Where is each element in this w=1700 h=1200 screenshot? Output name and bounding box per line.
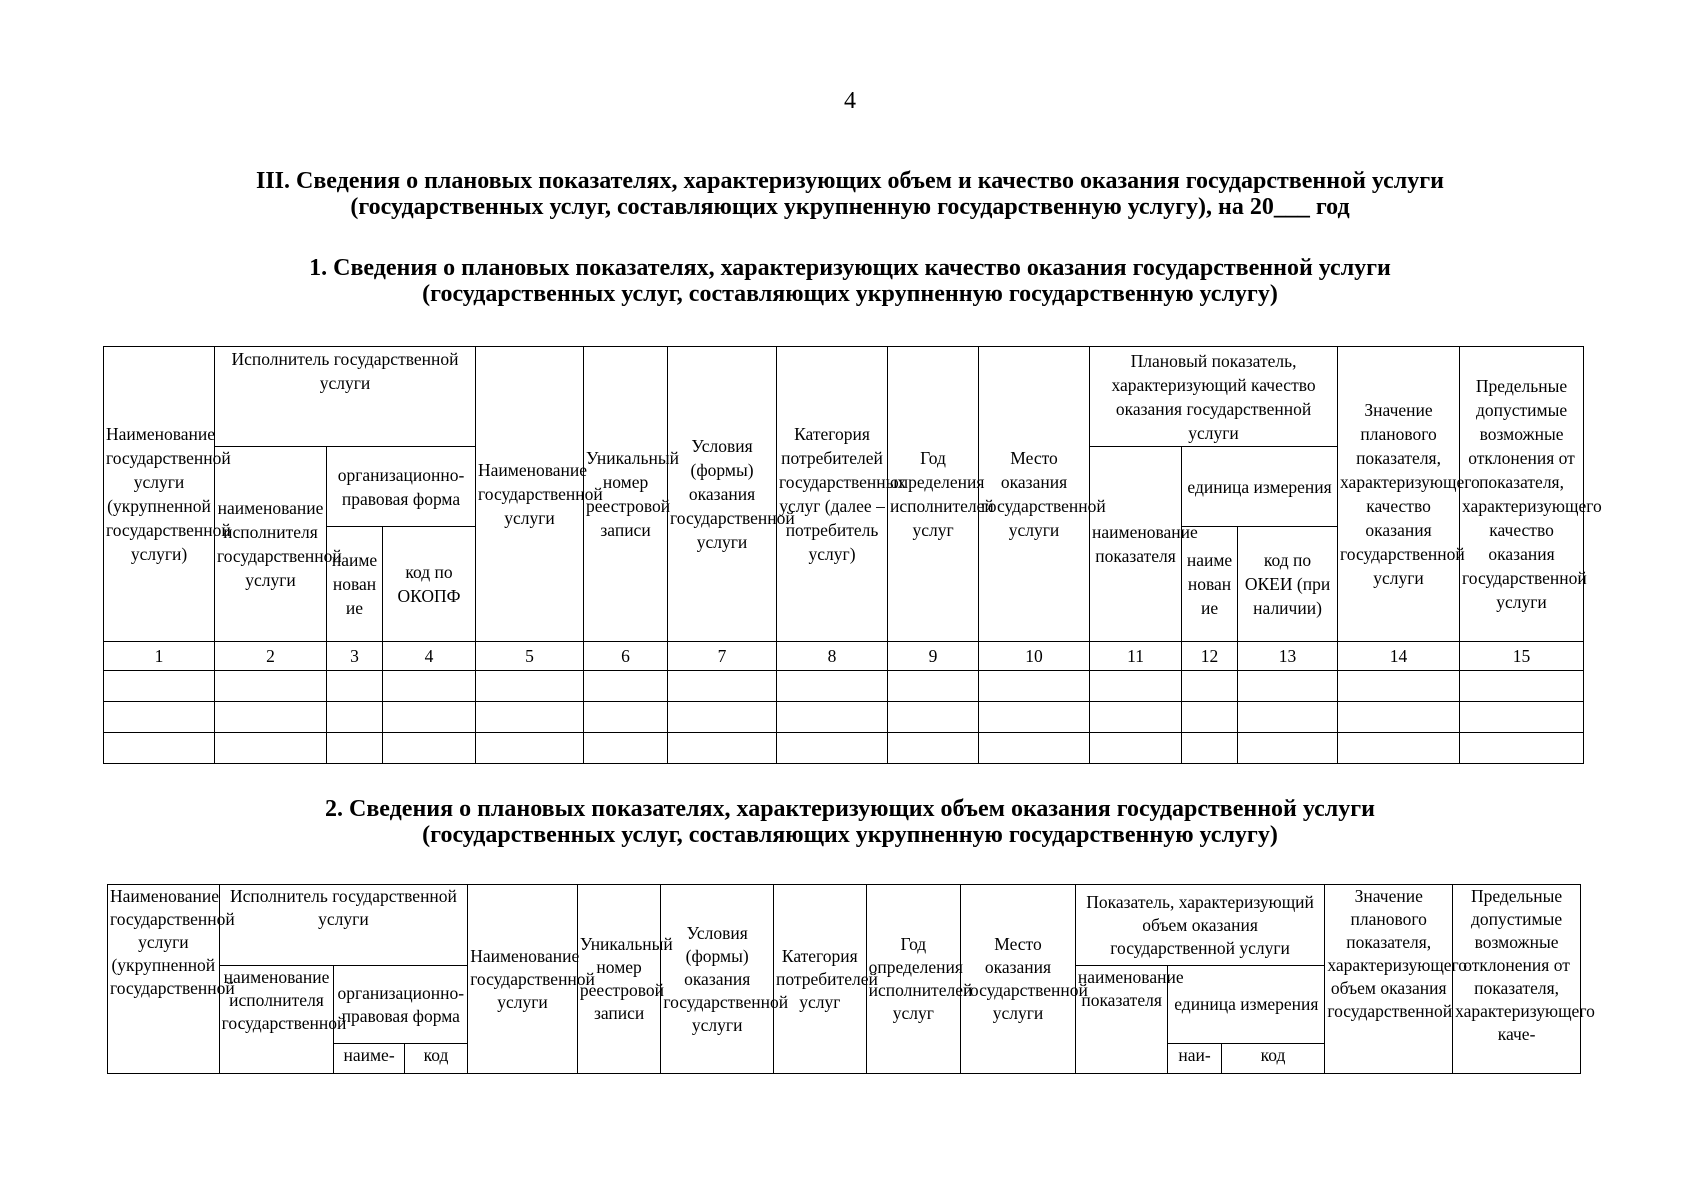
t1-header-service-name-group: Наименование государственной услуги (укрупненной государственной услуги)	[104, 347, 215, 642]
table-cell	[1238, 733, 1338, 764]
column-number: 5	[476, 642, 584, 671]
table-cell	[668, 671, 777, 702]
column-number: 2	[215, 642, 327, 671]
table-cell	[1460, 671, 1584, 702]
t2-header-place: Место оказания государственной услуги	[961, 885, 1076, 1074]
column-number: 1	[104, 642, 215, 671]
table-cell	[1090, 671, 1182, 702]
t1-header-conditions: Условия (формы) оказания государственной услуги	[668, 347, 777, 642]
column-number: 11	[1090, 642, 1182, 671]
table-cell	[1338, 702, 1460, 733]
table-cell	[584, 733, 668, 764]
table-cell	[888, 702, 979, 733]
t2-header-org-form-code: код	[404, 1044, 467, 1074]
t2-header-unit: единица измерения	[1168, 966, 1325, 1044]
table-cell	[327, 702, 383, 733]
table-cell	[668, 733, 777, 764]
t1-header-org-form-code: код по ОКОПФ	[383, 527, 476, 642]
table-cell	[1182, 671, 1238, 702]
table-cell	[327, 733, 383, 764]
table-cell	[979, 702, 1090, 733]
quality-indicators-table	[103, 346, 1602, 764]
t1-column-numbers-row	[104, 642, 1584, 671]
table-cell	[1182, 733, 1238, 764]
table-row	[104, 733, 1584, 764]
t2-header-org-form: организационно-правовая форма	[334, 966, 468, 1044]
table-cell	[584, 671, 668, 702]
table-cell	[104, 702, 215, 733]
t2-header-indicator-name: наименование показателя	[1075, 966, 1168, 1074]
t1-header-unit: единица измерения	[1182, 447, 1338, 527]
column-number: 13	[1238, 642, 1338, 671]
t2-header-deviation: Предельные допустимые возможные отклонения от показателя, характеризующего каче-	[1453, 885, 1581, 1074]
t2-header-executor: Исполнитель государственной услуги	[219, 885, 468, 966]
table-cell	[777, 702, 888, 733]
column-number: 15	[1460, 642, 1584, 671]
column-number: 12	[1182, 642, 1238, 671]
t2-header-unit-name: наи-	[1168, 1044, 1221, 1074]
table-cell	[476, 702, 584, 733]
column-number: 14	[1338, 642, 1460, 671]
t1-header-indicator-name: наименование показателя	[1090, 447, 1182, 642]
t1-header-indicator-group: Плановый показатель, характеризующий качество оказания государственной услуги	[1090, 347, 1338, 447]
table-cell	[979, 733, 1090, 764]
column-number: 7	[668, 642, 777, 671]
t2-header-executor-name: наименование исполнителя государственной	[219, 966, 334, 1074]
t1-header-org-form: организационно-правовая форма	[327, 447, 476, 527]
section1-heading	[0, 255, 1700, 307]
column-number: 8	[777, 642, 888, 671]
t1-header-deviation: Предельные допустимые возможные отклонения от показателя, характеризующего качество оказания государственной услуги	[1460, 347, 1584, 642]
t1-header-executor-name: наименование исполнителя государственной услуги	[215, 447, 327, 642]
table-cell	[1338, 733, 1460, 764]
t2-header-service-name-group: Наименование государственной услуги (укрупненной государственной	[108, 885, 220, 1074]
table-cell	[1238, 671, 1338, 702]
column-number: 6	[584, 642, 668, 671]
volume-indicators-table	[107, 884, 1595, 1074]
t2-header-service-name: Наименование государственной услуги	[468, 885, 578, 1074]
table-cell	[104, 671, 215, 702]
column-number: 9	[888, 642, 979, 671]
table-row	[104, 671, 1584, 702]
t1-header-year: Год определения исполнителей услуг	[888, 347, 979, 642]
main-heading-line2: (государственных услуг, составляющих укрупненную государственную услугу), на 20___ год	[350, 194, 1350, 220]
table-cell	[1460, 733, 1584, 764]
table-cell	[888, 733, 979, 764]
table-cell	[584, 702, 668, 733]
page-number: 4	[844, 88, 856, 114]
table-cell	[1460, 702, 1584, 733]
table-cell	[1338, 671, 1460, 702]
t2-header-conditions: Условия (формы) оказания государственной услуги	[661, 885, 774, 1074]
table-row	[104, 702, 1584, 733]
section1-heading-line1: 1. Сведения о плановых показателях, характеризующих качество оказания государственной услуги	[309, 255, 1391, 281]
section2-heading-line2: (государственных услуг, составляющих укрупненную государственную услугу)	[422, 822, 1278, 848]
t1-header-unit-name: наименование	[1182, 527, 1238, 642]
table-cell	[215, 702, 327, 733]
column-number: 3	[327, 642, 383, 671]
table-cell	[104, 733, 215, 764]
table-cell	[1182, 702, 1238, 733]
column-number: 4	[383, 642, 476, 671]
table-cell	[777, 671, 888, 702]
table-cell	[215, 671, 327, 702]
main-heading-line1: III. Сведения о плановых показателях, характеризующих объем и качество оказания государственной услуги	[255, 168, 1444, 194]
main-heading	[0, 168, 1700, 220]
table-cell	[215, 733, 327, 764]
t1-header-planned-value: Значение планового показателя, характеризующего качество оказания государственной услуги	[1338, 347, 1460, 642]
t1-header-consumers: Категория потребителей государственных услуг (далее – потребитель услуг)	[777, 347, 888, 642]
table-cell	[476, 733, 584, 764]
table-cell	[1090, 733, 1182, 764]
table-cell	[668, 702, 777, 733]
t2-header-planned-value: Значение планового показателя, характеризующего объем оказания государственной	[1325, 885, 1453, 1074]
table-cell	[383, 733, 476, 764]
table-cell	[383, 671, 476, 702]
t1-header-service-name: Наименование государственной услуги	[476, 347, 584, 642]
t2-header-unit-code: код	[1221, 1044, 1325, 1074]
t1-header-unique-number: Уникальный номер реестровой записи	[584, 347, 668, 642]
t2-header-year: Год определения исполнителей услуг	[866, 885, 961, 1074]
t1-header-executor: Исполнитель государственной услуги	[215, 347, 476, 447]
t1-header-place: Место оказания государственной услуги	[979, 347, 1090, 642]
t1-header-unit-code: код по ОКЕИ (при наличии)	[1238, 527, 1338, 642]
table-cell	[1090, 702, 1182, 733]
section2-heading-line1: 2. Сведения о плановых показателях, характеризующих объем оказания государственной услуги	[325, 796, 1375, 822]
t2-header-consumers: Категория потребителей услуг	[774, 885, 867, 1074]
column-number: 10	[979, 642, 1090, 671]
table-cell	[777, 733, 888, 764]
volume-table-clip	[100, 880, 1595, 1074]
table-cell	[327, 671, 383, 702]
t2-header-unique-number: Уникальный номер реестровой записи	[577, 885, 661, 1074]
t2-header-org-form-name: наиме-	[334, 1044, 404, 1074]
table-cell	[888, 671, 979, 702]
t1-header-org-form-name: наименование	[327, 527, 383, 642]
t2-header-indicator-group: Показатель, характеризующий объем оказания государственной услуги	[1075, 885, 1325, 966]
table-cell	[979, 671, 1090, 702]
section2-heading	[0, 796, 1700, 848]
table-cell	[1238, 702, 1338, 733]
table-cell	[476, 671, 584, 702]
section1-heading-line2: (государственных услуг, составляющих укрупненную государственную услугу)	[422, 281, 1278, 307]
table-cell	[383, 702, 476, 733]
